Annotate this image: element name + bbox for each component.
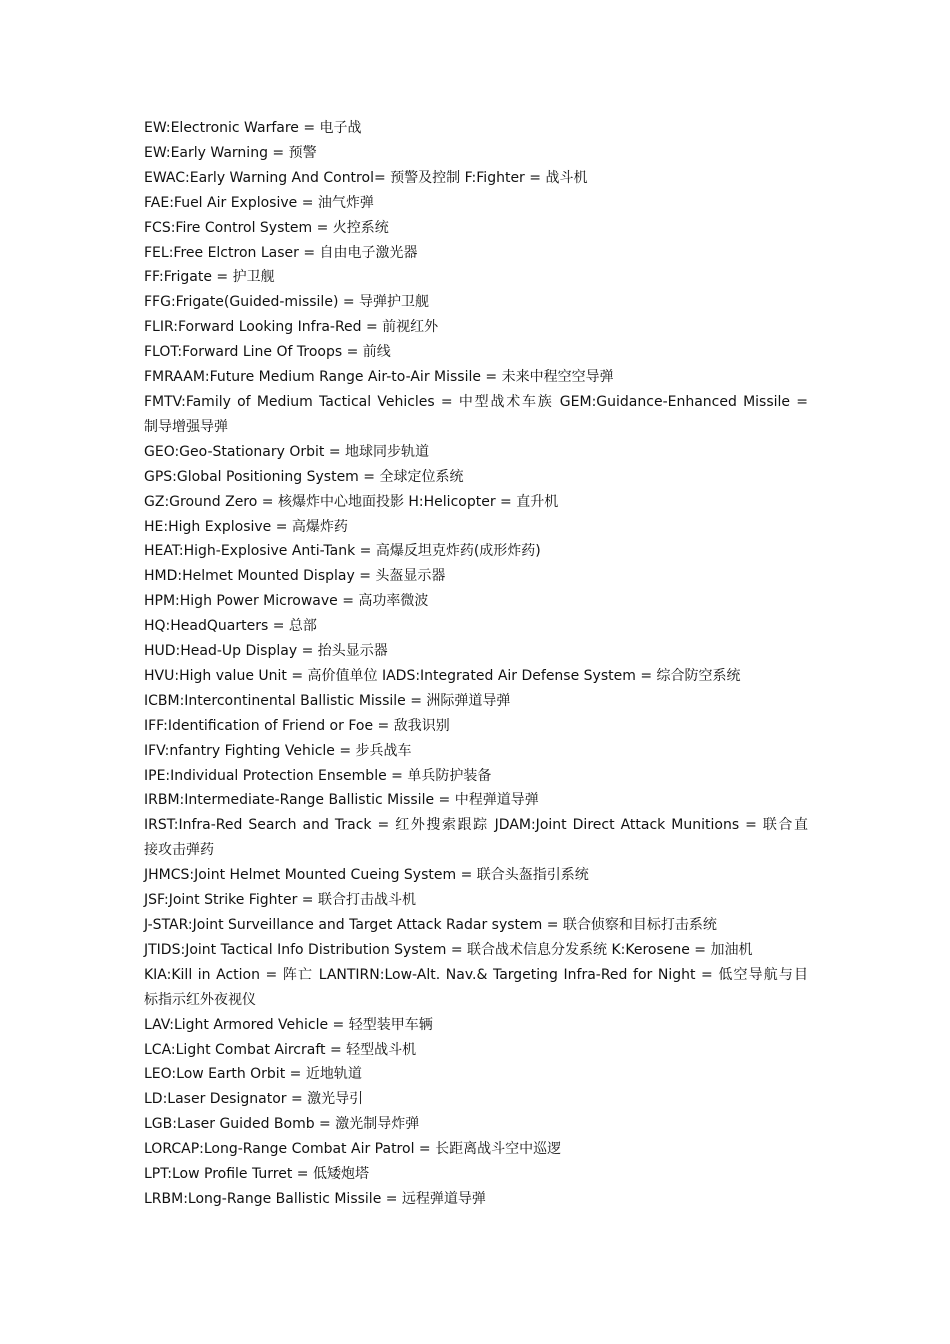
glossary-line: FCS:Fire Control System = 火控系统 <box>144 219 389 236</box>
glossary-line: FFG:Frigate(Guided-missile) = 导弹护卫舰 <box>144 294 430 311</box>
glossary-line: LGB:Laser Guided Bomb = 激光制导炸弹 <box>144 1116 420 1133</box>
glossary-body <box>144 116 808 1212</box>
glossary-line: HMD:Helmet Mounted Display = 头盔显示器 <box>144 568 446 585</box>
glossary-line: EW:Early Warning = 预警 <box>144 144 317 161</box>
glossary-line: JSF:Joint Strike Fighter = 联合打击战斗机 <box>144 892 416 909</box>
glossary-line: HEAT:High-Explosive Anti-Tank = 高爆反坦克炸药(成形炸药) <box>144 543 541 560</box>
glossary-line: LPT:Low Profile Turret = 低矮炮塔 <box>144 1166 369 1183</box>
glossary-line: HUD:Head-Up Display = 抬头显示器 <box>144 643 388 660</box>
glossary-line: EW:Electronic Warfare = 电子战 <box>144 120 362 136</box>
glossary-line: EWAC:Early Warning And Control= 预警及控制 F:Fighter = 战斗机 <box>144 169 588 186</box>
glossary-line: GEO:Geo-Stationary Orbit = 地球同步轨道 <box>144 443 430 460</box>
glossary-line: FAE:Fuel Air Explosive = 油气炸弹 <box>144 194 374 211</box>
glossary-line: HE:High Explosive = 高爆炸药 <box>144 518 348 535</box>
glossary-line: IPE:Individual Protection Ensemble = 单兵防护装备 <box>144 767 492 784</box>
glossary-line: FMRAAM:Future Medium Range Air-to-Air Missile = 未来中程空空导弹 <box>144 369 614 386</box>
glossary-line: ICBM:Intercontinental Ballistic Missile = 洲际弹道导弹 <box>144 692 511 709</box>
glossary-line: 接攻击弹药 <box>144 842 214 859</box>
glossary-line: FLOT:Forward Line Of Troops = 前线 <box>144 344 391 361</box>
glossary-line: IFV:nfantry Fighting Vehicle = 步兵战车 <box>144 742 412 759</box>
glossary-line: IFF:Identification of Friend or Foe = 敌我识别 <box>144 717 450 734</box>
glossary-line: HQ:HeadQuarters = 总部 <box>144 618 317 635</box>
glossary-line: JHMCS:Joint Helmet Mounted Cueing System = 联合头盔指引系统 <box>144 867 589 884</box>
glossary-line: GZ:Ground Zero = 核爆炸中心地面投影 H:Helicopter = 直升机 <box>144 493 559 510</box>
glossary-line: FMTV:Family of Medium Tactical Vehicles = 中型战术车族 GEM:Guidance-Enhanced Missile = <box>144 393 808 410</box>
glossary-line: 标指示红外夜视仪 <box>144 991 256 1008</box>
glossary-line: 制导增强导弹 <box>144 418 228 435</box>
glossary-line: LD:Laser Designator = 激光导引 <box>144 1091 364 1108</box>
glossary-line: LORCAP:Long-Range Combat Air Patrol = 长距离战斗空中巡逻 <box>144 1141 562 1158</box>
glossary-line: FF:Frigate = 护卫舰 <box>144 269 275 286</box>
glossary-line: HPM:High Power Microwave = 高功率微波 <box>144 593 429 610</box>
glossary-line: IRBM:Intermediate-Range Ballistic Missile = 中程弹道导弹 <box>144 792 539 809</box>
glossary-line: JTIDS:Joint Tactical Info Distribution System = 联合战术信息分发系统 K:Kerosene = 加油机 <box>144 941 753 958</box>
glossary-line: FLIR:Forward Looking Infra-Red = 前视红外 <box>144 319 439 336</box>
glossary-line: HVU:High value Unit = 高价值单位 IADS:Integrated Air Defense System = 综合防空系统 <box>144 667 741 684</box>
glossary-line: FEL:Free Elctron Laser = 自由电子激光器 <box>144 244 418 261</box>
glossary-line: LAV:Light Armored Vehicle = 轻型装甲车辆 <box>144 1016 433 1033</box>
glossary-line: LCA:Light Combat Aircraft = 轻型战斗机 <box>144 1041 417 1058</box>
glossary-line: GPS:Global Positioning System = 全球定位系统 <box>144 468 464 485</box>
glossary-line: J-STAR:Joint Surveillance and Target Attack Radar system = 联合侦察和目标打击系统 <box>144 917 717 933</box>
glossary-line: LRBM:Long-Range Ballistic Missile = 远程弹道导弹 <box>144 1190 486 1207</box>
glossary-line: LEO:Low Earth Orbit = 近地轨道 <box>144 1066 362 1083</box>
glossary-line: IRST:Infra-Red Search and Track = 红外搜索跟踪 JDAM:Joint Direct Attack Munitions = 联合直 <box>144 817 808 834</box>
glossary-line: KIA:Kill in Action = 阵亡 LANTIRN:Low-Alt. Nav.& Targeting Infra-Red for Night = 低空导航与目 <box>144 966 808 983</box>
